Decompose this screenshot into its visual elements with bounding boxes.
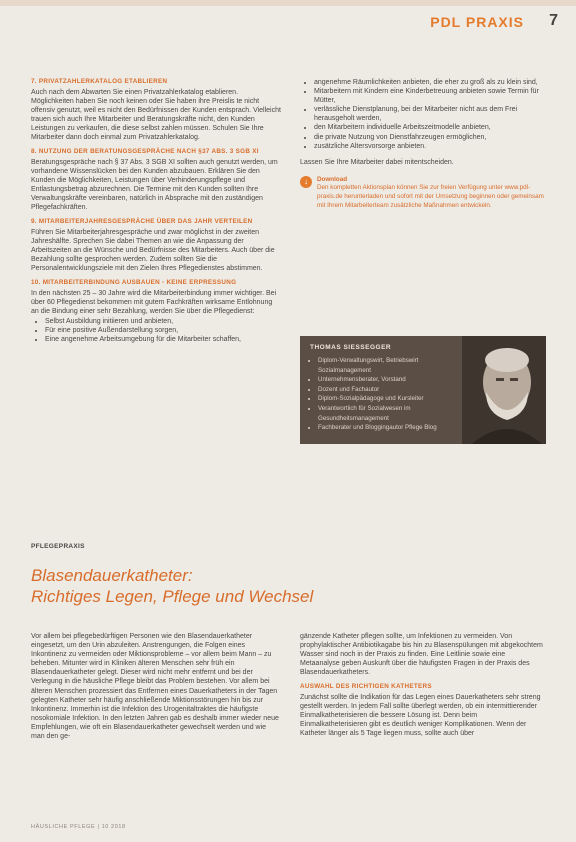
article-text: Vor allem bei pflegebedürftigen Personen wie den Blasendauerkatheter eingesetzt, um den Urin abzuleiten. Anstrengungen, die Folgen eines Inkontinenz zu vermeiden oder Miktionsprobleme – vor allem beim Mann – zu beheben. Mitunter wird in Kliniken älteren Menschen sehr früh ein Blasendauerkatheter gelegt. Dieser wird nicht mehr entfernt und bei der Verlegung in die häusliche Pflege bleibt das Problem bestehen. Vor allem bei älteren Menschen prozessiert das Entfernen eines Dauerkatheters in der Tagen gelegten Katheter sehr häufig anschließende Miktionsstörungen hin bis zur Inkontinenz. Immerhin ist die Infektion des Urogenitaltraktes die häufigste nosokomiale Infektion. In den letzten Jahren gab es deshalb immer wieder neue Empfehlungen, wie oft ein Blasendauerkatheter gewechselt werden und wie man den ge- <box>31 633 279 741</box>
closing-text: Lassen Sie Ihre Mitarbeiter dabei mitentscheiden. <box>300 158 454 166</box>
article-right-column <box>300 632 546 738</box>
page-number: 7 <box>549 12 558 29</box>
list-item: • Diplom-Sozialpädagoge und Kursleiter <box>318 394 470 404</box>
list-item: • Selbst Ausbildung initiieren und anbieten, <box>45 317 281 326</box>
article-left-column <box>31 632 281 741</box>
list-item: • den Mitarbeitern individuelle Arbeitszeitmodelle anbieten, <box>314 123 546 132</box>
author-bio-box <box>300 336 546 444</box>
list-item: • Verantwortlich für Sozialwesen im Gesundheitsmanagement <box>318 404 470 423</box>
section-text-7: Auch nach dem Abwarten Sie einen Privatzahlerkatalog etablieren. Möglichkeiten haben Sie noch keinen oder Sie haben ihre Preislis te nicht offensiv genutzt, weil es nicht den Bedürfnissen der Kunden entsprach. Vielleicht trauen sich auch Ihre Mitarbeiter und Beratungskräfte nicht, den Kunden Leistungen zu verkaufen, die diese selbst zahlen müssen. Schulen Sie Ihre Mitarbeiter dann doch einmal zum Privatzahlerkatalog. <box>31 88 281 141</box>
list-item: • Mitarbeitern mit Kindern eine Kinderbetreuung anbieten sowie Termin für Mütter, <box>314 87 546 105</box>
section-title: PDL PRAXIS <box>430 14 524 30</box>
notice-label: Download <box>317 175 348 183</box>
article-text: gänzende Katheter pflegen sollte, um Infektionen zu vermeiden. Von prophylaktischer Antibiotikagabe bis hin zu Blasenspülungen mit abgekochtem Wasser sind noch in der Praxis zu finden. Eine Leitlinie sowie eine Metaanalyse geben Auskunft über die häufigsten Fragen in der Praxis des Blasendauerkatheters. <box>300 633 543 677</box>
author-name: THOMAS SIESSEGGER <box>310 344 392 351</box>
list-item: • Dozent und Fachautor <box>318 385 470 395</box>
left-column <box>31 78 281 344</box>
list-item: • die private Nutzung von Dienstfahrzeugen ermöglichen, <box>314 133 546 142</box>
section-heading-10: 10. MITARBEITERBINDUNG AUSBAUEN - KEINE ERPRESSUNG <box>31 279 237 287</box>
author-credentials <box>306 356 470 433</box>
rubric-label: PFLEGEPRAXIS <box>31 543 85 550</box>
header-rule <box>0 0 576 6</box>
section-text-8: Beratungsgespräche nach § 37 Abs. 3 SGB XI sollten auch genutzt werden, um vorhandene Wissenslücken bei den Kunden abzubauen. Erklären Sie den Kunden die Möglichkeiten, Leistungen über Verhinderungspflege und Entlastungsbetrag abzurechnen. Die Termine mit den Kunden sollten Ihre Verwaltungskräfte vereinbaren, natürlich in Absprache mit den zuständigen Pflegefachkräften. <box>31 158 278 212</box>
section-text-9: Führen Sie Mitarbeiterjahresgespräche und zwar möglichst in der zweiten Jahreshälfte. Sprechen Sie dabei Themen an wie die Anpassung der Arbeitszeiten an die Wünsche und Bedürfnisse des Mitarbeiters. Auch über die Bezahlung sollte gesprochen werden. Zudem sollten Sie die Personalentwicklungsziele mit den Zielen Ihres Pflegedienstes abstimmen. <box>31 228 275 272</box>
article-subheading: AUSWAHL DES RICHTIGEN KATHETERS <box>300 683 432 691</box>
list-item: • Für eine positive Außendarstellung sorgen, <box>45 326 281 335</box>
notice-body: Den kompletten Aktionsplan können Sie zur freien Verfügung unter www.pdl-praxis.de herunterladen und sofort mit der Umsetzung beginnen oder gemeinsam mit Ihrem Mitarbeiterteam zusätzliche Maßnahmen entwickeln. <box>317 184 544 209</box>
portrait-icon <box>462 336 546 444</box>
bullet-list <box>300 78 546 151</box>
list-item: • Fachberater und Bloggingautor Pflege Blog <box>318 423 470 433</box>
notice-text <box>317 176 546 210</box>
download-notice <box>300 176 546 210</box>
list-item: • angenehme Räumlichkeiten anbieten, die eher zu groß als zu klein sind, <box>314 78 546 87</box>
section-heading-8: 8. NUTZUNG DER BERATUNGSGESPRÄCHE NACH §37 ABS. 3 SGB XI <box>31 148 259 156</box>
bullet-list <box>31 317 281 344</box>
list-item: • zusätzliche Altersvorsorge anbieten. <box>314 142 546 151</box>
article-title-line-2: Richtiges Legen, Pflege und Wechsel <box>31 587 314 606</box>
article-text: Zunächst sollte die Indikation für das Legen eines Dauerkatheters sehr streng gestellt werden. In jedem Fall sollte überlegt werden, ob ein intermittierender Einmalkatheterisieren die bessere Lösung ist. Denn beim Einmalkatheterisieren gibt es deutlich weniger Komplikationen. Wenn der Katheter länger als 5 Tage liegen muss, sollte auch über <box>300 693 541 738</box>
section-heading-9: 9. MITARBEITERJAHRESGESPRÄCHE ÜBER DAS JAHR VERTEILEN <box>31 218 253 226</box>
section-heading-7: 7. PRIVATZAHLERKATALOG ETABLIEREN <box>31 78 168 85</box>
list-item: • Diplom-Verwaltungswirt, Betriebswirt Sozialmanagement <box>318 356 470 375</box>
right-column <box>300 78 546 210</box>
list-item: • verlässliche Dienstplanung, bei der Mitarbeiter nicht aus dem Frei herausgeholt werden, <box>314 105 546 123</box>
list-item: • Eine angenehme Arbeitsumgebung für die Mitarbeiter schaffen, <box>45 335 281 344</box>
download-icon: ↓ <box>300 176 312 188</box>
list-item: • Unternehmensberater, Vorstand <box>318 375 470 385</box>
article-title-line-1: Blasendauerkatheter: <box>31 566 193 585</box>
section-text-10: In den nächsten 25 – 30 Jahre wird die Mitarbeiterbindung immer wichtiger. Bei über 60 Pflegedienst bekommen mit gutem Fachkräften wirksame Entlohnung an die Bindung einer sehr Bezahlung, werden Sie über die Pflegedienst: <box>31 289 277 315</box>
article-title <box>31 565 431 607</box>
footer-publication: HÄUSLICHE PFLEGE | 10 2018 <box>31 824 126 830</box>
